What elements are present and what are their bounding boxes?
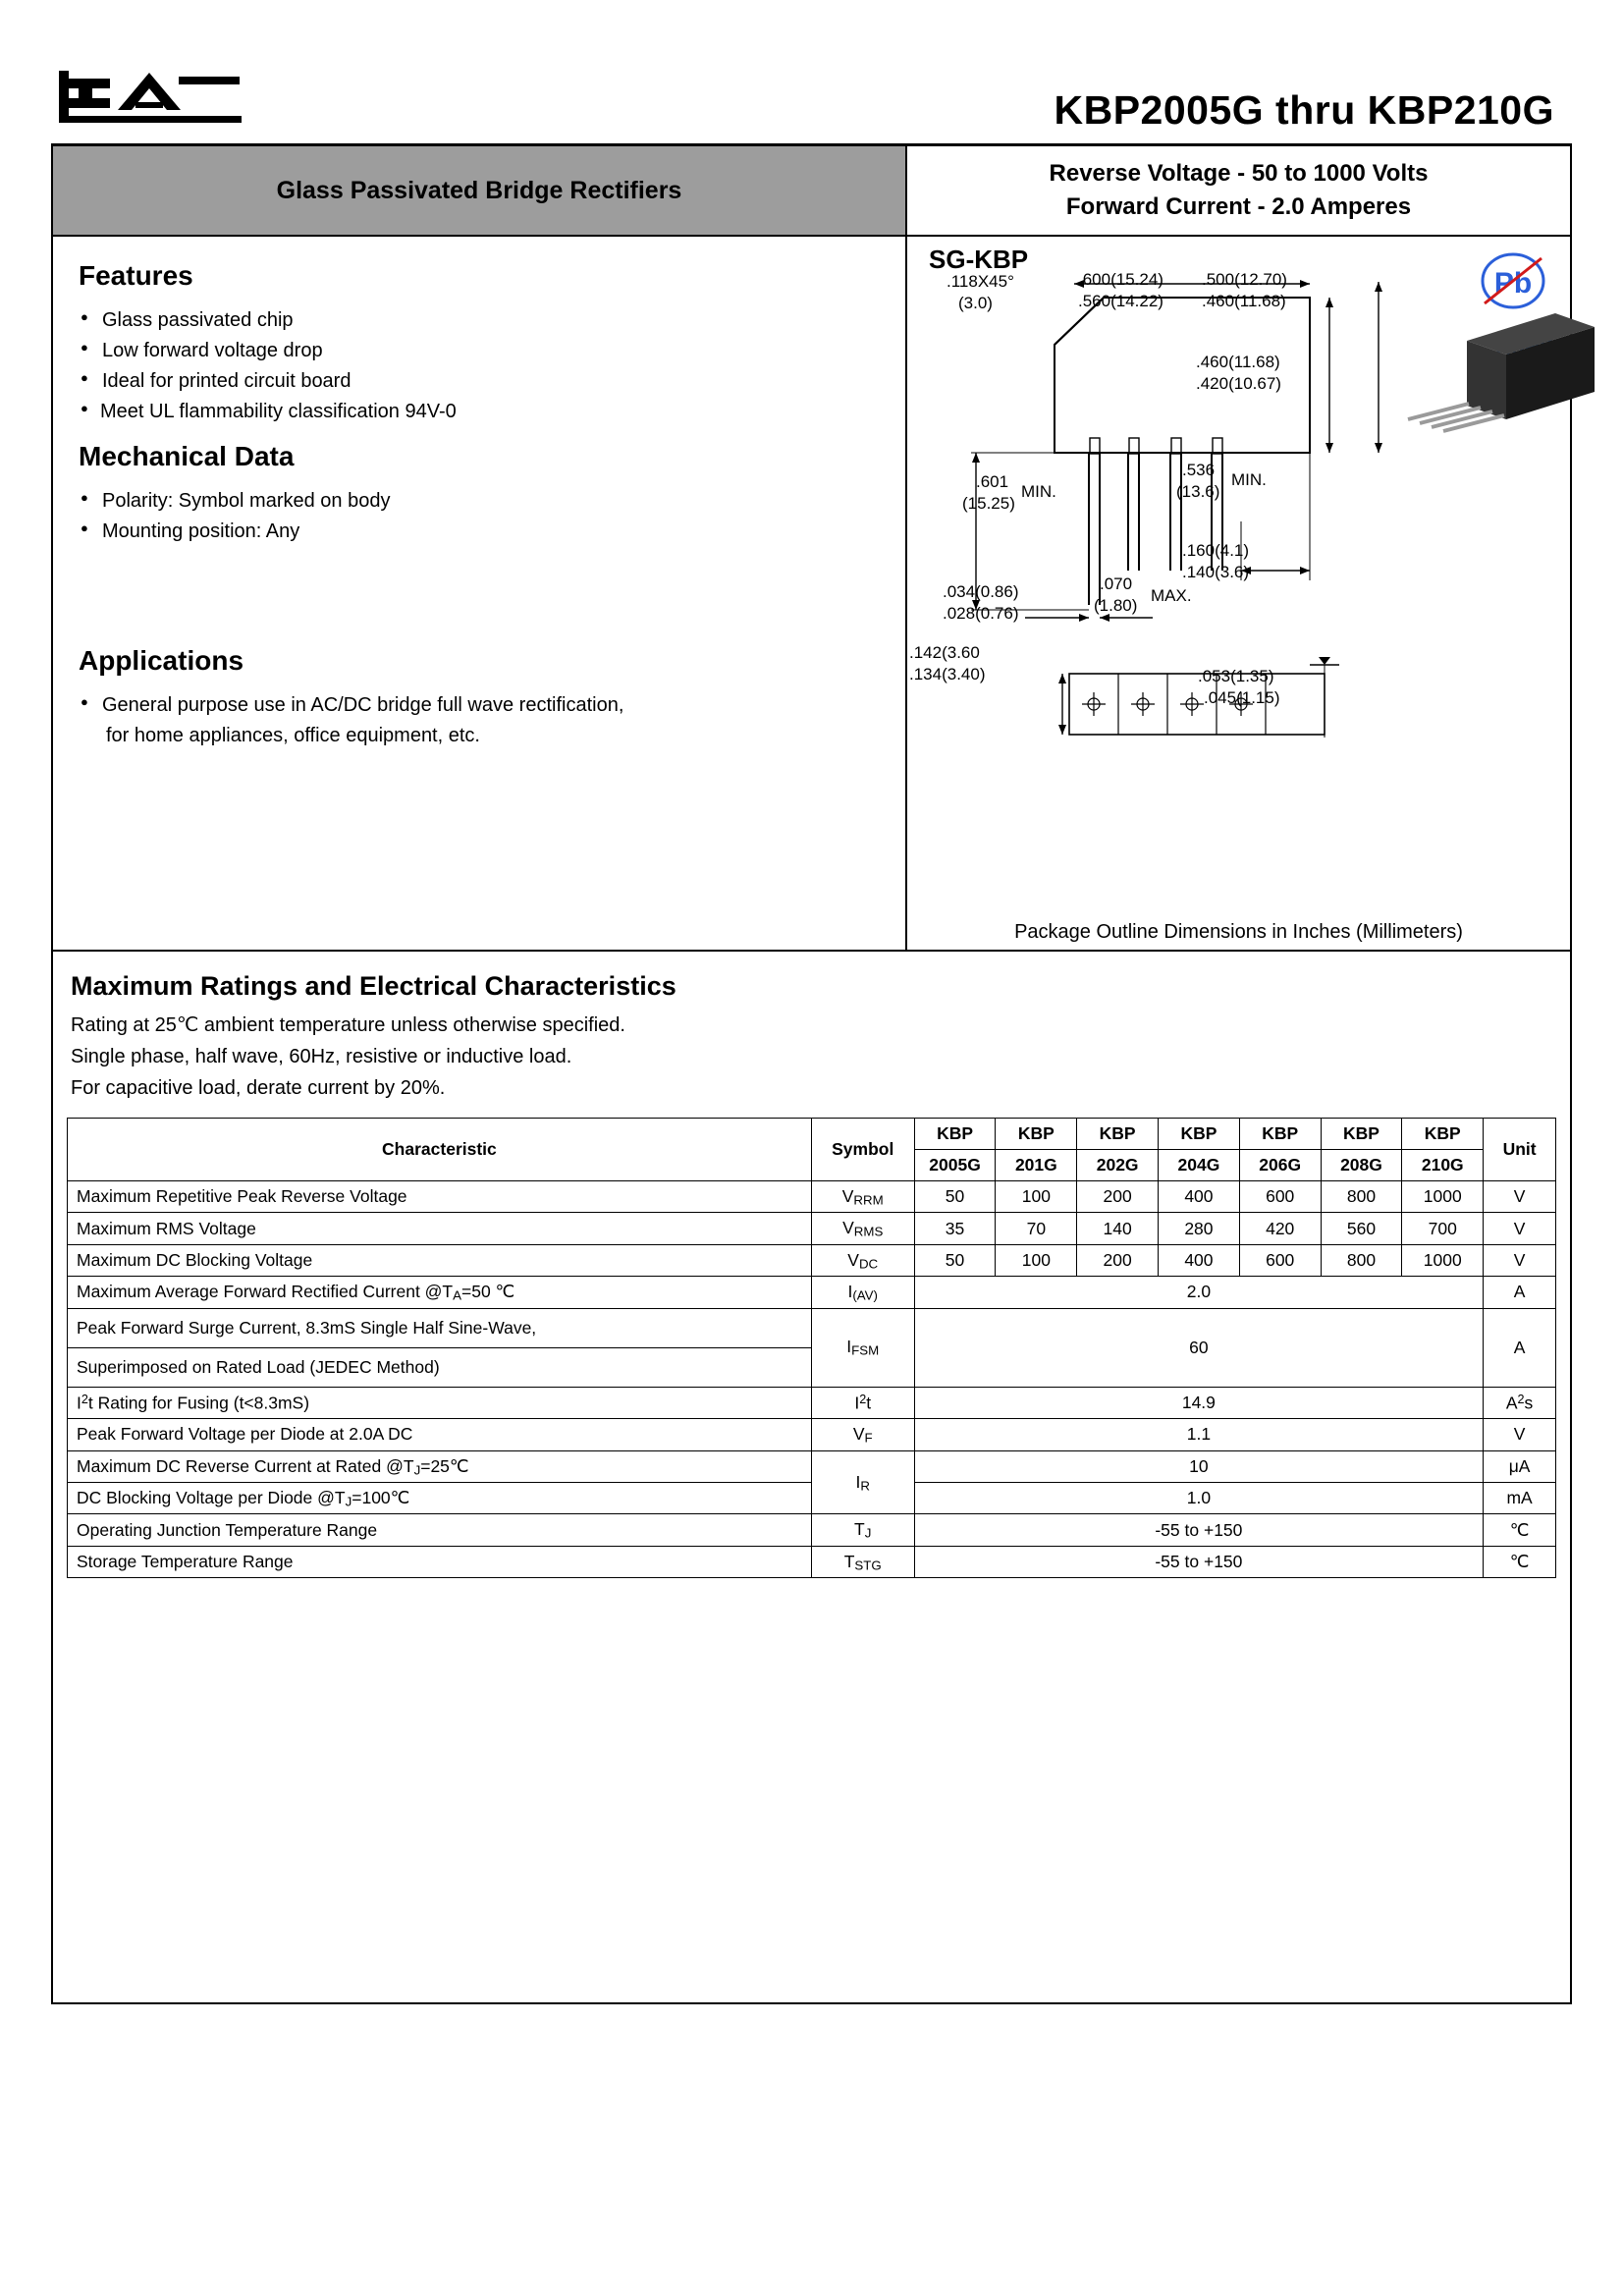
header-part-suffix: 2005G [914, 1150, 996, 1181]
table-row [68, 1514, 1556, 1546]
row-value: 200 [1077, 1181, 1159, 1213]
dim-chamfer-mm: (3.0) [958, 294, 993, 312]
row-value: 600 [1239, 1244, 1321, 1276]
row-value: 1000 [1402, 1244, 1484, 1276]
list-item: ● Glass passivated chip [79, 305, 880, 336]
row-unit: V [1484, 1419, 1556, 1450]
row-value: 50 [914, 1181, 996, 1213]
row-symbol: VRMS [811, 1213, 914, 1244]
applications-heading: Applications [79, 645, 244, 676]
header-part-prefix: KBP [1321, 1119, 1402, 1150]
row-value: 400 [1159, 1181, 1240, 1213]
ratings-section [51, 952, 1572, 1592]
row-symbol: TSTG [811, 1546, 914, 1577]
row-symbol: TJ [811, 1514, 914, 1546]
row-characteristic-line2: Superimposed on Rated Load (JEDEC Method) [68, 1347, 812, 1387]
row-unit: A [1484, 1308, 1556, 1387]
row-symbol: I(AV) [811, 1277, 914, 1308]
rating-banner [907, 146, 1570, 237]
row-value: 560 [1321, 1213, 1402, 1244]
right-column [907, 146, 1570, 950]
ratings-note-3: For capacitive load, derate current by 20%. [71, 1077, 446, 1099]
header-part-prefix: KBP [1239, 1119, 1321, 1150]
package-caption: Package Outline Dimensions in Inches (Millimeters) [1014, 921, 1463, 943]
row-characteristic: Peak Forward Surge Current, 8.3mS Single Half Sine-Wave, [68, 1308, 812, 1347]
reverse-voltage-label: Reverse Voltage - 50 to 1000 Volts [1049, 160, 1429, 187]
row-value-span: 14.9 [914, 1387, 1484, 1419]
applications-continuation: for home appliances, office equipment, etc. [106, 725, 480, 746]
dim-tip-2: .140(3.6) [1182, 563, 1250, 581]
dim-width-top-2: .560(14.22) [1078, 292, 1163, 310]
row-value-span: 2.0 [914, 1277, 1484, 1308]
row-symbol: VDC [811, 1244, 914, 1276]
table-row [68, 1450, 1556, 1482]
table-row [68, 1181, 1556, 1213]
row-value: 50 [914, 1244, 996, 1276]
header-part-suffix: 210G [1402, 1150, 1484, 1181]
row-value: 200 [1077, 1244, 1159, 1276]
row-value: 800 [1321, 1244, 1402, 1276]
features-heading: Features [79, 260, 193, 291]
table-row [68, 1546, 1556, 1577]
dim-hole-2: .045(1.15) [1204, 688, 1280, 707]
row-value: 420 [1239, 1213, 1321, 1244]
row-unit: mA [1484, 1483, 1556, 1514]
svg-text:Pb: Pb [1493, 267, 1533, 300]
row-value: 140 [1077, 1213, 1159, 1244]
list-item: ● Mounting position: Any [79, 517, 880, 547]
row-value-span: -55 to +150 [914, 1546, 1484, 1577]
row-characteristic: Storage Temperature Range [68, 1546, 812, 1577]
dim-lead-t-max: MAX. [1151, 586, 1192, 605]
table-header-row [68, 1119, 1556, 1150]
dim-tip-1: .160(4.1) [1182, 541, 1250, 560]
dim-lead-t-1: .070 [1100, 574, 1133, 593]
dim-body-h-2: .420(10.67) [1196, 374, 1281, 393]
package-drawing [907, 237, 1570, 950]
row-characteristic: Operating Junction Temperature Range [68, 1514, 812, 1546]
ratings-title: Maximum Ratings and Electrical Characteristics [71, 971, 676, 1001]
row-value: 1000 [1402, 1181, 1484, 1213]
row-value: 70 [996, 1213, 1077, 1244]
row-unit: V [1484, 1181, 1556, 1213]
row-characteristic: Maximum Repetitive Peak Reverse Voltage [68, 1181, 812, 1213]
family-title: Glass Passivated Bridge Rectifiers [276, 176, 682, 204]
dim-height-right-1: .500(12.70) [1202, 270, 1287, 289]
list-item: ● Low forward voltage drop [79, 336, 880, 366]
company-logo [51, 59, 306, 134]
list-item: ● Ideal for printed circuit board [79, 366, 880, 397]
row-value: 700 [1402, 1213, 1484, 1244]
row-value: 280 [1159, 1213, 1240, 1244]
header-part-suffix: 202G [1077, 1150, 1159, 1181]
row-symbol: VF [811, 1419, 914, 1450]
list-item: ● Meet UL flammability classification 94V-0 [79, 397, 880, 427]
row-value: 100 [996, 1244, 1077, 1276]
specifications-table [67, 1118, 1556, 1578]
mechanical-heading: Mechanical Data [79, 441, 295, 471]
table-row [68, 1308, 1556, 1347]
row-unit: V [1484, 1244, 1556, 1276]
header-part-suffix: 204G [1159, 1150, 1240, 1181]
row-characteristic: Maximum DC Reverse Current at Rated @TJ=25℃ [68, 1450, 812, 1482]
table-row [68, 1277, 1556, 1308]
header-part-suffix: 208G [1321, 1150, 1402, 1181]
dim-height-right-2: .460(11.68) [1202, 292, 1286, 310]
forward-current-label: Forward Current - 2.0 Amperes [1065, 193, 1412, 220]
mechanical-list [79, 486, 880, 547]
row-symbol: $I^2t$ [811, 1387, 914, 1419]
row-characteristic: Maximum RMS Voltage [68, 1213, 812, 1244]
dim-lead-w-2: .028(0.76) [943, 604, 1019, 623]
dim-body-h-1: .460(11.68) [1196, 353, 1280, 371]
row-unit: $A^2s$ [1484, 1387, 1556, 1419]
row-value-span: 60 [914, 1308, 1484, 1387]
header-characteristic: Characteristic [68, 1119, 812, 1181]
package-name: SG-KBP [929, 245, 1029, 274]
list-item: ● Polarity: Symbol marked on body [79, 486, 880, 517]
header-symbol: Symbol [811, 1119, 914, 1181]
row-value: 400 [1159, 1244, 1240, 1276]
applications-list [79, 690, 880, 721]
dim-pitch-1: .536 [1182, 461, 1216, 479]
header-part-prefix: KBP [1402, 1119, 1484, 1150]
row-value: 35 [914, 1213, 996, 1244]
header-part-suffix: 206G [1239, 1150, 1321, 1181]
page-header [51, 59, 1572, 143]
dim-bot-h-2: .134(3.40) [909, 665, 986, 683]
row-value: 800 [1321, 1181, 1402, 1213]
row-characteristic: $I^2t$ Rating for Fusing (t<8.3mS) [68, 1387, 812, 1419]
header-part-prefix: KBP [914, 1119, 996, 1150]
row-symbol: IR [811, 1450, 914, 1514]
row-value-span: 1.0 [914, 1483, 1484, 1514]
dim-lead-len-min: MIN. [1021, 482, 1056, 501]
table-row [68, 1244, 1556, 1276]
dim-hole-1: .053(1.35) [1198, 667, 1274, 685]
dim-lead-t-2: (1.80) [1094, 596, 1138, 615]
features-list [79, 305, 880, 427]
row-characteristic: Maximum DC Blocking Voltage [68, 1244, 812, 1276]
row-characteristic: Maximum Average Forward Rectified Current @TA=50 ℃ [68, 1277, 812, 1308]
header-part-suffix: 201G [996, 1150, 1077, 1181]
dim-chamfer: .118X45° [947, 272, 1014, 291]
dim-pitch-2: (13.6) [1176, 482, 1220, 501]
dim-width-top-1: .600(15.24) [1078, 270, 1163, 289]
table-row [68, 1387, 1556, 1419]
header-part-prefix: KBP [1159, 1119, 1240, 1150]
row-characteristic: Peak Forward Voltage per Diode at 2.0A DC [68, 1419, 812, 1450]
top-block [51, 146, 1572, 952]
ratings-note-1: Rating at 25℃ ambient temperature unless otherwise specified. [71, 1014, 625, 1036]
page-title: KBP2005G thru KBP210G [1054, 87, 1554, 133]
table-row [68, 1419, 1556, 1450]
row-unit: A [1484, 1277, 1556, 1308]
row-symbol: IFSM [811, 1308, 914, 1387]
row-value: 100 [996, 1181, 1077, 1213]
dim-pitch-min: MIN. [1231, 470, 1267, 489]
row-value-span: -55 to +150 [914, 1514, 1484, 1546]
left-column [53, 146, 907, 950]
row-value-span: 10 [914, 1450, 1484, 1482]
list-item: ● General purpose use in AC/DC bridge full wave rectification, [79, 690, 880, 721]
row-value-span: 1.1 [914, 1419, 1484, 1450]
table-row [68, 1213, 1556, 1244]
features-section [53, 237, 905, 944]
page-footer-area [51, 1592, 1572, 2004]
header-part-prefix: KBP [1077, 1119, 1159, 1150]
row-symbol: VRRM [811, 1181, 914, 1213]
dim-bot-h-1: .142(3.60 [909, 643, 980, 662]
header-part-prefix: KBP [996, 1119, 1077, 1150]
dim-lead-w-1: .034(0.86) [943, 582, 1019, 601]
row-unit: ℃ [1484, 1514, 1556, 1546]
row-unit: μA [1484, 1450, 1556, 1482]
row-unit: ℃ [1484, 1546, 1556, 1577]
family-banner [53, 146, 905, 237]
ratings-note-2: Single phase, half wave, 60Hz, resistive or inductive load. [71, 1046, 572, 1067]
row-characteristic: DC Blocking Voltage per Diode @TJ=100℃ [68, 1483, 812, 1514]
dim-lead-len-1: .601 [976, 472, 1009, 491]
header-unit: Unit [1484, 1119, 1556, 1181]
dim-lead-len-2: (15.25) [962, 494, 1015, 513]
row-unit: V [1484, 1213, 1556, 1244]
row-value: 600 [1239, 1181, 1321, 1213]
